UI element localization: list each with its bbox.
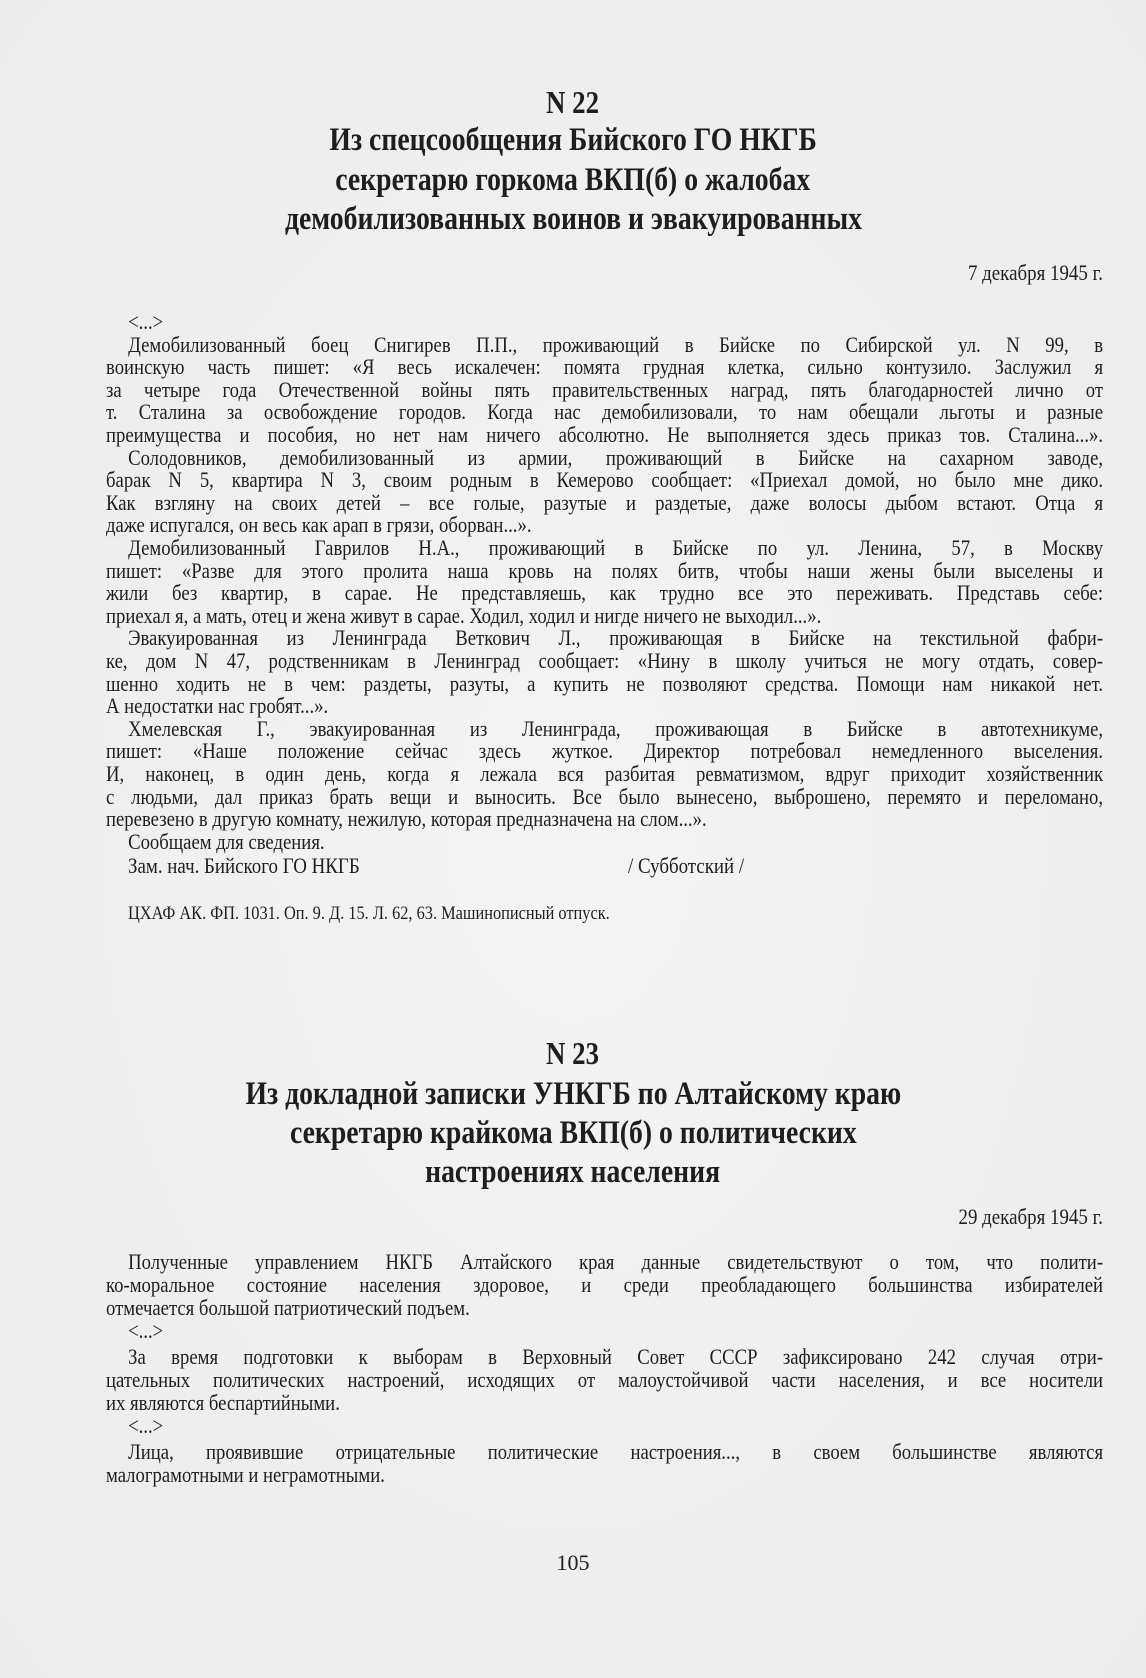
- text-line: за четыре года Отечественной войны пять правительственных наград, пять благодарностей лично от: [106, 376, 1104, 402]
- text-line: т. Сталина за освобождение городов. Когда нас демобилизовали, то нам обещали льготы и разные: [106, 399, 1104, 425]
- text-line: Сообщаем для сведения.: [128, 828, 325, 854]
- text-line: малограмотными и неграмотными.: [106, 1462, 385, 1487]
- page-number: 105: [556, 1550, 590, 1575]
- doc2-date: 29 декабря 1945 г.: [958, 1204, 1103, 1229]
- text-line: с людьми, дал приказ брать вещи и выносить. Все было вынесено, выброшено, перемято и переломано,: [106, 783, 1104, 809]
- doc2-title-line: настроениях населения: [425, 1154, 721, 1190]
- text-line: Полученные управлением НКГБ Алтайского края данные свидетельствуют о том, что полити-: [128, 1249, 1104, 1274]
- text-line: пишет: «Разве для этого пролита наша кровь на полях битв, чтобы наши жены были выселены и: [106, 557, 1104, 583]
- text-line: Хмелевская Г., эвакуированная из Ленинграда, проживающая в Бийске в автотехникуме,: [128, 715, 1104, 741]
- text-line: их являются беспартийными.: [106, 1390, 340, 1415]
- text-line: воинскую часть пишет: «Я весь искалечен: помята грудная клетка, сильно контузило. Заслужил я: [106, 354, 1104, 380]
- text-line: жили без квартир, в сарае. Не представляешь, как трудно все это переживать. Представь себе:: [106, 580, 1104, 606]
- doc1-title-line: Из спецсообщения Бийского ГО НКГБ: [329, 122, 817, 158]
- text-line: отмечается большой патриотический подъем.: [106, 1295, 470, 1320]
- text-line: <...>: [128, 1318, 164, 1343]
- doc1-date: 7 декабря 1945 г.: [968, 260, 1103, 285]
- text-line: цательных политических настроений, исходящих от малоустойчивой части населения, и все носители: [106, 1367, 1104, 1392]
- signature-name: / Субботский /: [628, 853, 745, 878]
- text-line: пишет: «Наше положение сейчас здесь жуткое. Директор потребовал немедленного выселения.: [106, 738, 1104, 764]
- doc2-title-line: секретарю крайкома ВКП(б) о политических: [289, 1115, 857, 1151]
- text-line: ко-моральное состояние населения здоровое, и среди преобладающего большинства избирателей: [106, 1272, 1104, 1297]
- text-line: Лица, проявившие отрицательные политические настроения..., в своем большинстве являются: [128, 1439, 1104, 1464]
- doc1-title-line: секретарю горкома ВКП(б) о жалобах: [335, 162, 811, 198]
- text-line: преимущества и пособия, но нет нам ничего абсолютно. Не выполняется здесь приказ тов. Сталина...».: [106, 422, 1104, 447]
- text-line: Демобилизованный боец Снигирев П.П., проживающий в Бийске по Сибирской ул. N 99, в: [128, 331, 1104, 357]
- text-line: Эвакуированная из Ленинграда Веткович Л., проживающая в Бийске на текстильной фабри-: [128, 625, 1104, 651]
- text-line: <...>: [128, 309, 164, 334]
- doc1-title-line: демобилизованных воинов и эвакуированных: [284, 201, 862, 237]
- text-line: Демобилизованный Гаврилов Н.А., проживающий в Бийске по ул. Ленина, 57, в Москву: [128, 535, 1104, 560]
- text-line: А недостатки нас гробят...».: [106, 693, 329, 719]
- text-line: ке, дом N 47, родственникам в Ленинград сообщает: «Нину в школу учиться не могу отдать, совер-: [106, 648, 1104, 673]
- doc1-number: N 22: [546, 84, 600, 120]
- text-line: Солодовников, демобилизованный из армии, проживающий в Бийске на сахарном заводе,: [128, 444, 1104, 470]
- text-line: Как взгляну на своих детей – все голые, разутые и раздетые, даже волосы дыбом встают. Отца я: [106, 489, 1104, 515]
- text-line: перевезено в другую комнату, нежилую, которая предназначена на слом...».: [106, 806, 707, 832]
- text-line: приехал я, а мать, отец и жена живут в сарае. Ходил, ходил и нигде ничего не выходил...».: [106, 602, 822, 628]
- archive-source: ЦХАФ АК. ФП. 1031. Оп. 9. Д. 15. Л. 62, 63. Машинописный отпуск.: [128, 903, 610, 924]
- doc2-number: N 23: [546, 1035, 600, 1071]
- text-line: И, наконец, в один день, когда я лежала вся разбитая ревматизмом, вдруг приходит хозяйственник: [106, 761, 1104, 786]
- text-line: даже испугался, он весь как арап в грязи, оборван...».: [106, 512, 532, 538]
- doc2-title-line: Из докладной записки УНКГБ по Алтайскому краю: [245, 1076, 901, 1112]
- text-line: барак N 5, квартира N 3, своим родным в Кемерово сообщает: «Приехал домой, но было мне дико.: [106, 467, 1104, 493]
- text-line: За время подготовки к выборам в Верховный Совет СССР зафиксировано 242 случая отри-: [128, 1344, 1104, 1369]
- text-line: <...>: [128, 1413, 164, 1438]
- text-line: шенно ходить не в чем: раздеты, разуты, а купить не позволяют средства. Помощи нам никакой нет.: [106, 670, 1104, 696]
- signature-position: Зам. нач. Бийского ГО НКГБ: [128, 853, 360, 878]
